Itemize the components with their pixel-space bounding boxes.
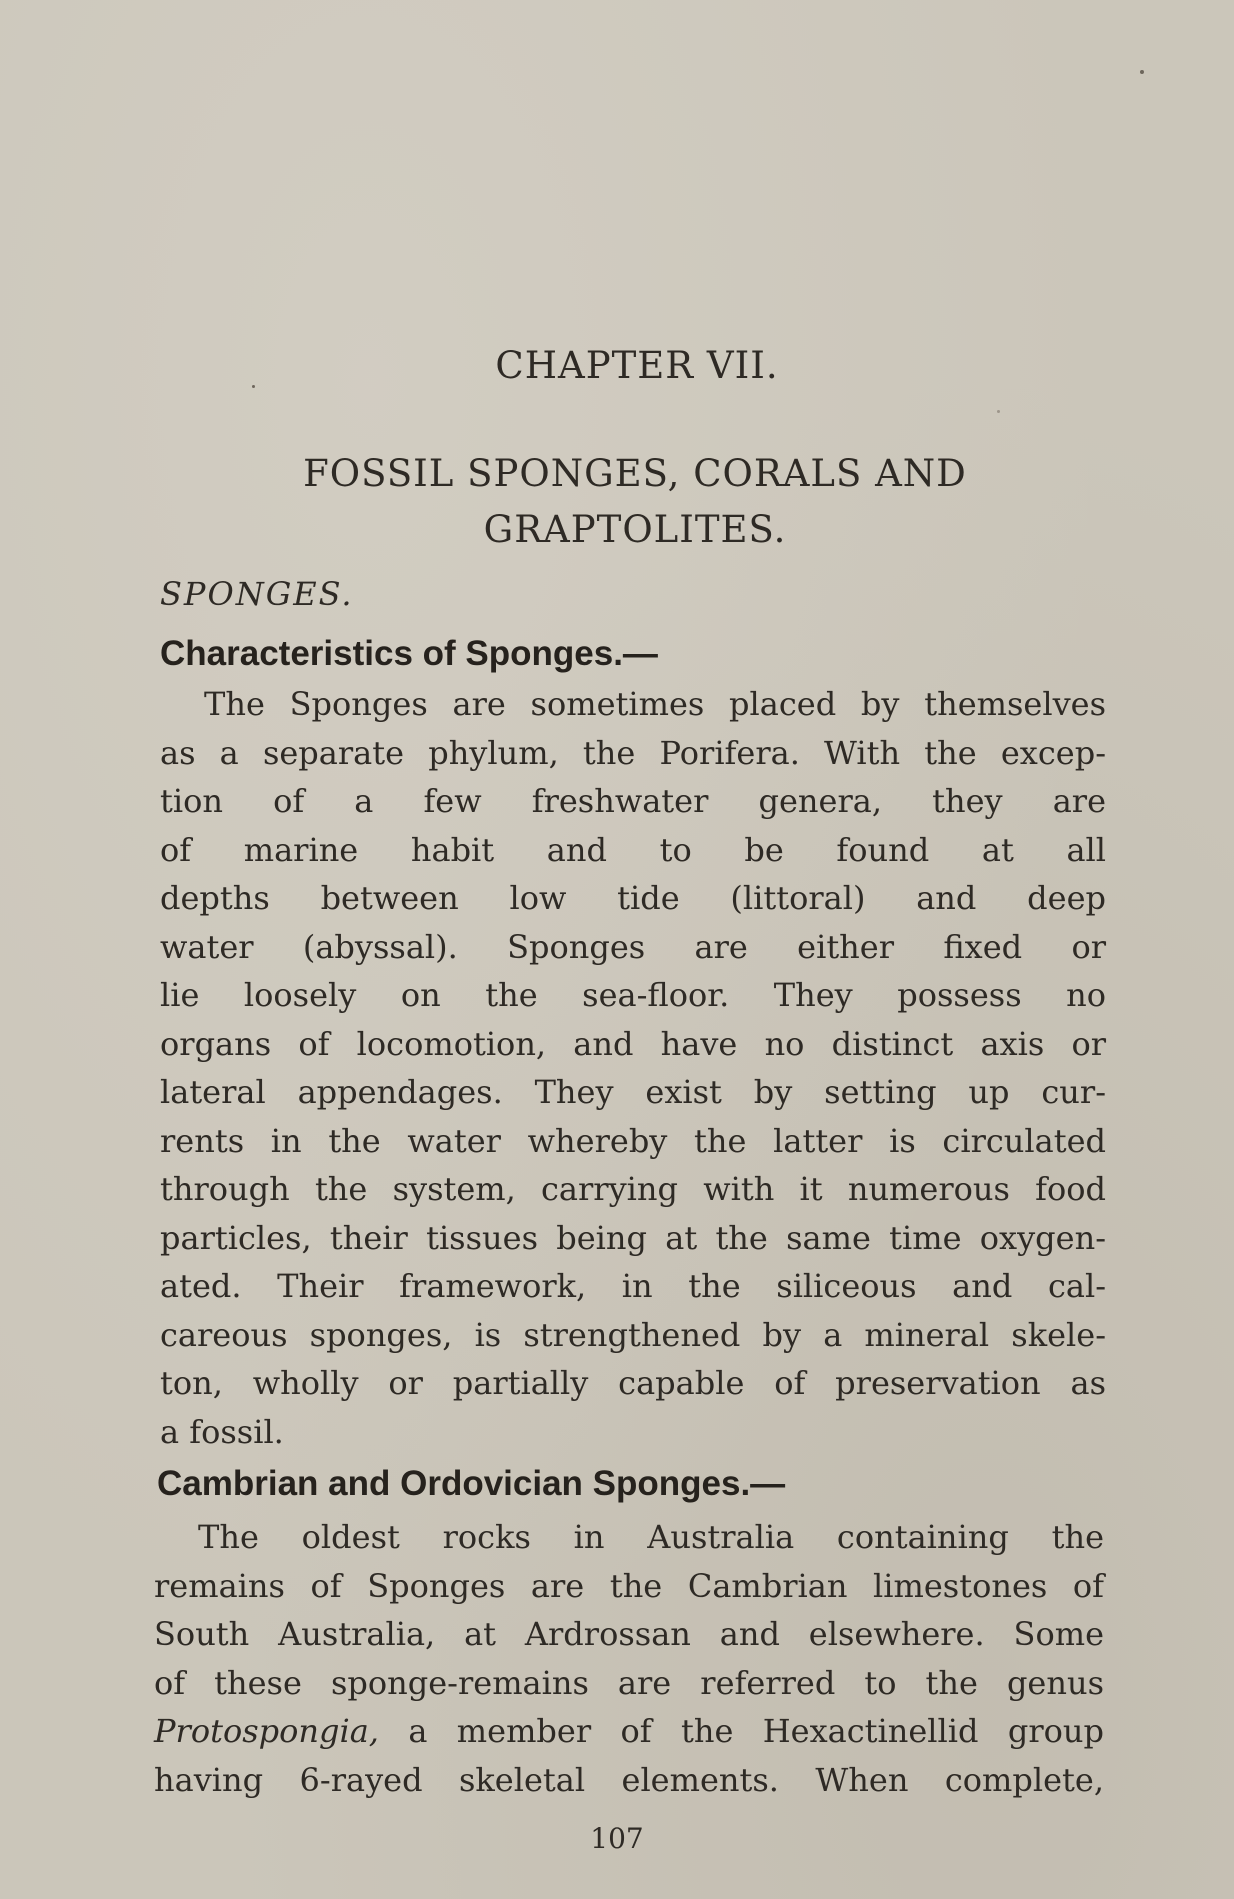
text-line: of marine habit and to be found at all (160, 830, 1106, 869)
text-line: of these sponge-remains are referred to the genus (154, 1663, 1104, 1702)
paragraph (154, 1513, 1104, 1804)
text-line-rest: a member of the Hexactinellid group (408, 1712, 1105, 1750)
text-line: ton, wholly or partially capable of preservation as (160, 1364, 1106, 1402)
text-line: organs of locomotion, and have no distinct axis or (160, 1024, 1106, 1063)
subsection-heading: Cambrian and Ordovician Sponges.— (157, 1464, 786, 1503)
chapter-label: CHAPTER VII. (495, 344, 779, 387)
text-line: particles, their tissues being at the same time oxygen- (160, 1218, 1106, 1257)
paper-speck (997, 410, 1000, 413)
paper-speck (252, 385, 255, 388)
genus-name: Protospongia, (154, 1712, 379, 1750)
text-line: rents in the water whereby the latter is circulated (160, 1121, 1106, 1160)
subsection-heading: Characteristics of Sponges.— (160, 634, 658, 673)
text-line: a fossil. (160, 1412, 284, 1451)
text-line: The Sponges are sometimes placed by themselves (204, 685, 1106, 723)
text-line: The oldest rocks in Australia containing the (198, 1518, 1104, 1556)
text-line: lateral appendages. They exist by setting up cur- (160, 1073, 1106, 1111)
text-line: ated. Their framework, in the siliceous and cal- (160, 1267, 1106, 1305)
text-line: careous sponges, is strengthened by a mineral skele- (160, 1315, 1106, 1354)
text-line: water (abyssal). Sponges are either fixed or (160, 927, 1106, 966)
paper-speck (1140, 70, 1144, 74)
chapter-title (270, 446, 1000, 558)
text-line: remains of Sponges are the Cambrian limestones of (154, 1566, 1104, 1605)
text-line-with-term (154, 1707, 1104, 1756)
text-line: as a separate phylum, the Porifera. With the excep- (160, 733, 1106, 772)
section-label: SPONGES. (160, 575, 354, 613)
text-line: South Australia, at Ardrossan and elsewhere. Some (154, 1615, 1104, 1653)
text-line: tion of a few freshwater genera, they are (160, 782, 1106, 820)
text-line: lie loosely on the sea-floor. They possess no (160, 976, 1106, 1014)
text-line: through the system, carrying with it numerous food (160, 1170, 1106, 1208)
chapter-title-line: FOSSIL SPONGES, CORALS AND (303, 452, 967, 495)
text-line: depths between low tide (littoral) and deep (160, 879, 1106, 917)
text-line: having 6-rayed skeletal elements. When complete, (154, 1760, 1104, 1799)
paragraph (160, 680, 1106, 1456)
page-number: 107 (590, 1822, 644, 1855)
chapter-title-line: GRAPTOLITES. (483, 508, 787, 551)
